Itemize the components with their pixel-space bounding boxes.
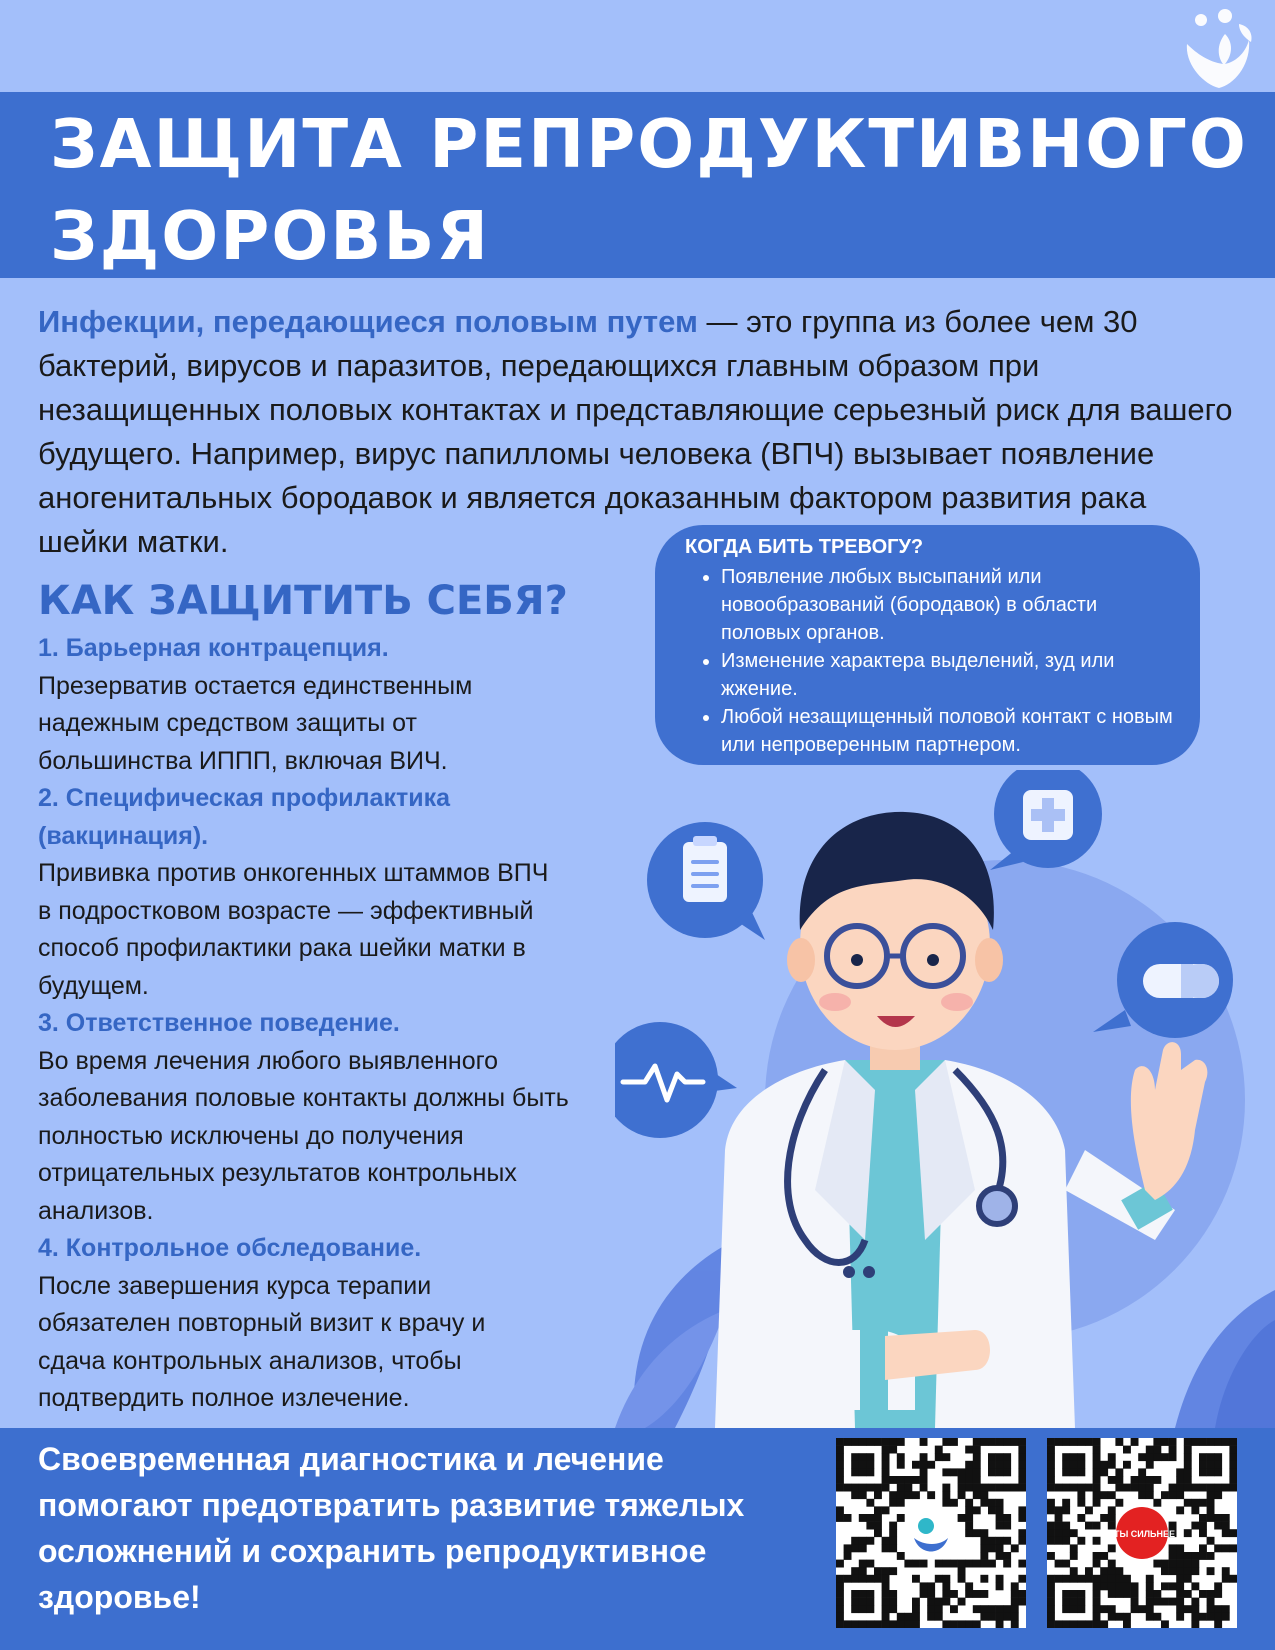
- page-title-line1: ЗАЩИТА РЕПРОДУКТИВНОГО: [50, 105, 1248, 183]
- clipboard-icon: [647, 822, 765, 940]
- brand-logo-icon: [1179, 4, 1257, 90]
- steps-list: [38, 630, 628, 1418]
- intro-text: — это группа из более чем 30 бактерий, вирусов и паразитов, передающихся главным образом при незащищенных половых контактах и представляющие серьезный риск для вашего будущего. Например, вирус папилломы человека (ВПЧ) вызывает появление аногенитальных бородавок и является доказанным фактором развития рака шейки матки.: [38, 304, 1233, 559]
- step-body: После завершения курса терапии обязателен повторный визит к врачу и сдача контрольных анализов, чтобы подтвердить полное излечение.: [38, 1271, 486, 1412]
- heartbeat-icon: [615, 1022, 737, 1138]
- step-body: Прививка против онкогенных штаммов ВПЧ в подростковом возрасте — эффективный способ профилактики рака шейки матки в будущем.: [38, 859, 549, 1000]
- qr-code[interactable]: [1047, 1438, 1237, 1628]
- qr-center-logo-icon: [907, 1509, 955, 1557]
- medical-cross-icon: [990, 770, 1102, 870]
- qr-code-icon: [836, 1438, 1026, 1628]
- warning-box-title: КОГДА БИТЬ ТРЕВОГУ?: [685, 536, 924, 558]
- warning-item: • Появление любых высыпаний или новообразований (бородавок) в области половых органов.: [721, 563, 1178, 647]
- page-title: [50, 98, 1248, 282]
- qr-center-badge-icon: [1109, 1507, 1175, 1559]
- qr-code[interactable]: [836, 1438, 1026, 1628]
- warning-item: • Изменение характера выделений, зуд или жжение.: [721, 647, 1178, 703]
- qr-badge-text: #ТЫ СИЛЬНЕЕ: [1108, 1529, 1176, 1539]
- step-body: Во время лечения любого выявленного заболевания половые контакты должны быть полностью исключены до получения отрицательных результатов контрольных анализов.: [38, 1046, 569, 1225]
- step-heading: 4. Контрольное обследование.: [38, 1234, 422, 1262]
- step-heading: 2. Специфическая профилактика (вакцинация).: [38, 784, 450, 850]
- warning-box: [655, 525, 1200, 765]
- warning-list: [685, 563, 1178, 759]
- qr-code-icon: [1047, 1438, 1237, 1628]
- page-title-line2: ЗДОРОВЬЯ: [50, 197, 491, 275]
- step-heading: 1. Барьерная контрацепция.: [38, 634, 389, 662]
- step-body: Презерватив остается единственным надежным средством защиты от большинства ИППП, включая ВИЧ.: [38, 671, 473, 775]
- warning-item: • Любой незащищенный половой контакт с новым или непроверенным партнером.: [721, 703, 1178, 759]
- intro-lead: Инфекции, передающиеся половым путем: [38, 304, 698, 339]
- step-heading: 3. Ответственное поведение.: [38, 1009, 400, 1037]
- doctor-illustration: [615, 770, 1275, 1428]
- footer-message: Своевременная диагностика и лечение помогают предотвратить развитие тяжелых осложнений и сохранить репродуктивное здоровье!: [38, 1441, 745, 1615]
- howto-title: КАК ЗАЩИТИТЬ СЕБЯ?: [38, 578, 568, 624]
